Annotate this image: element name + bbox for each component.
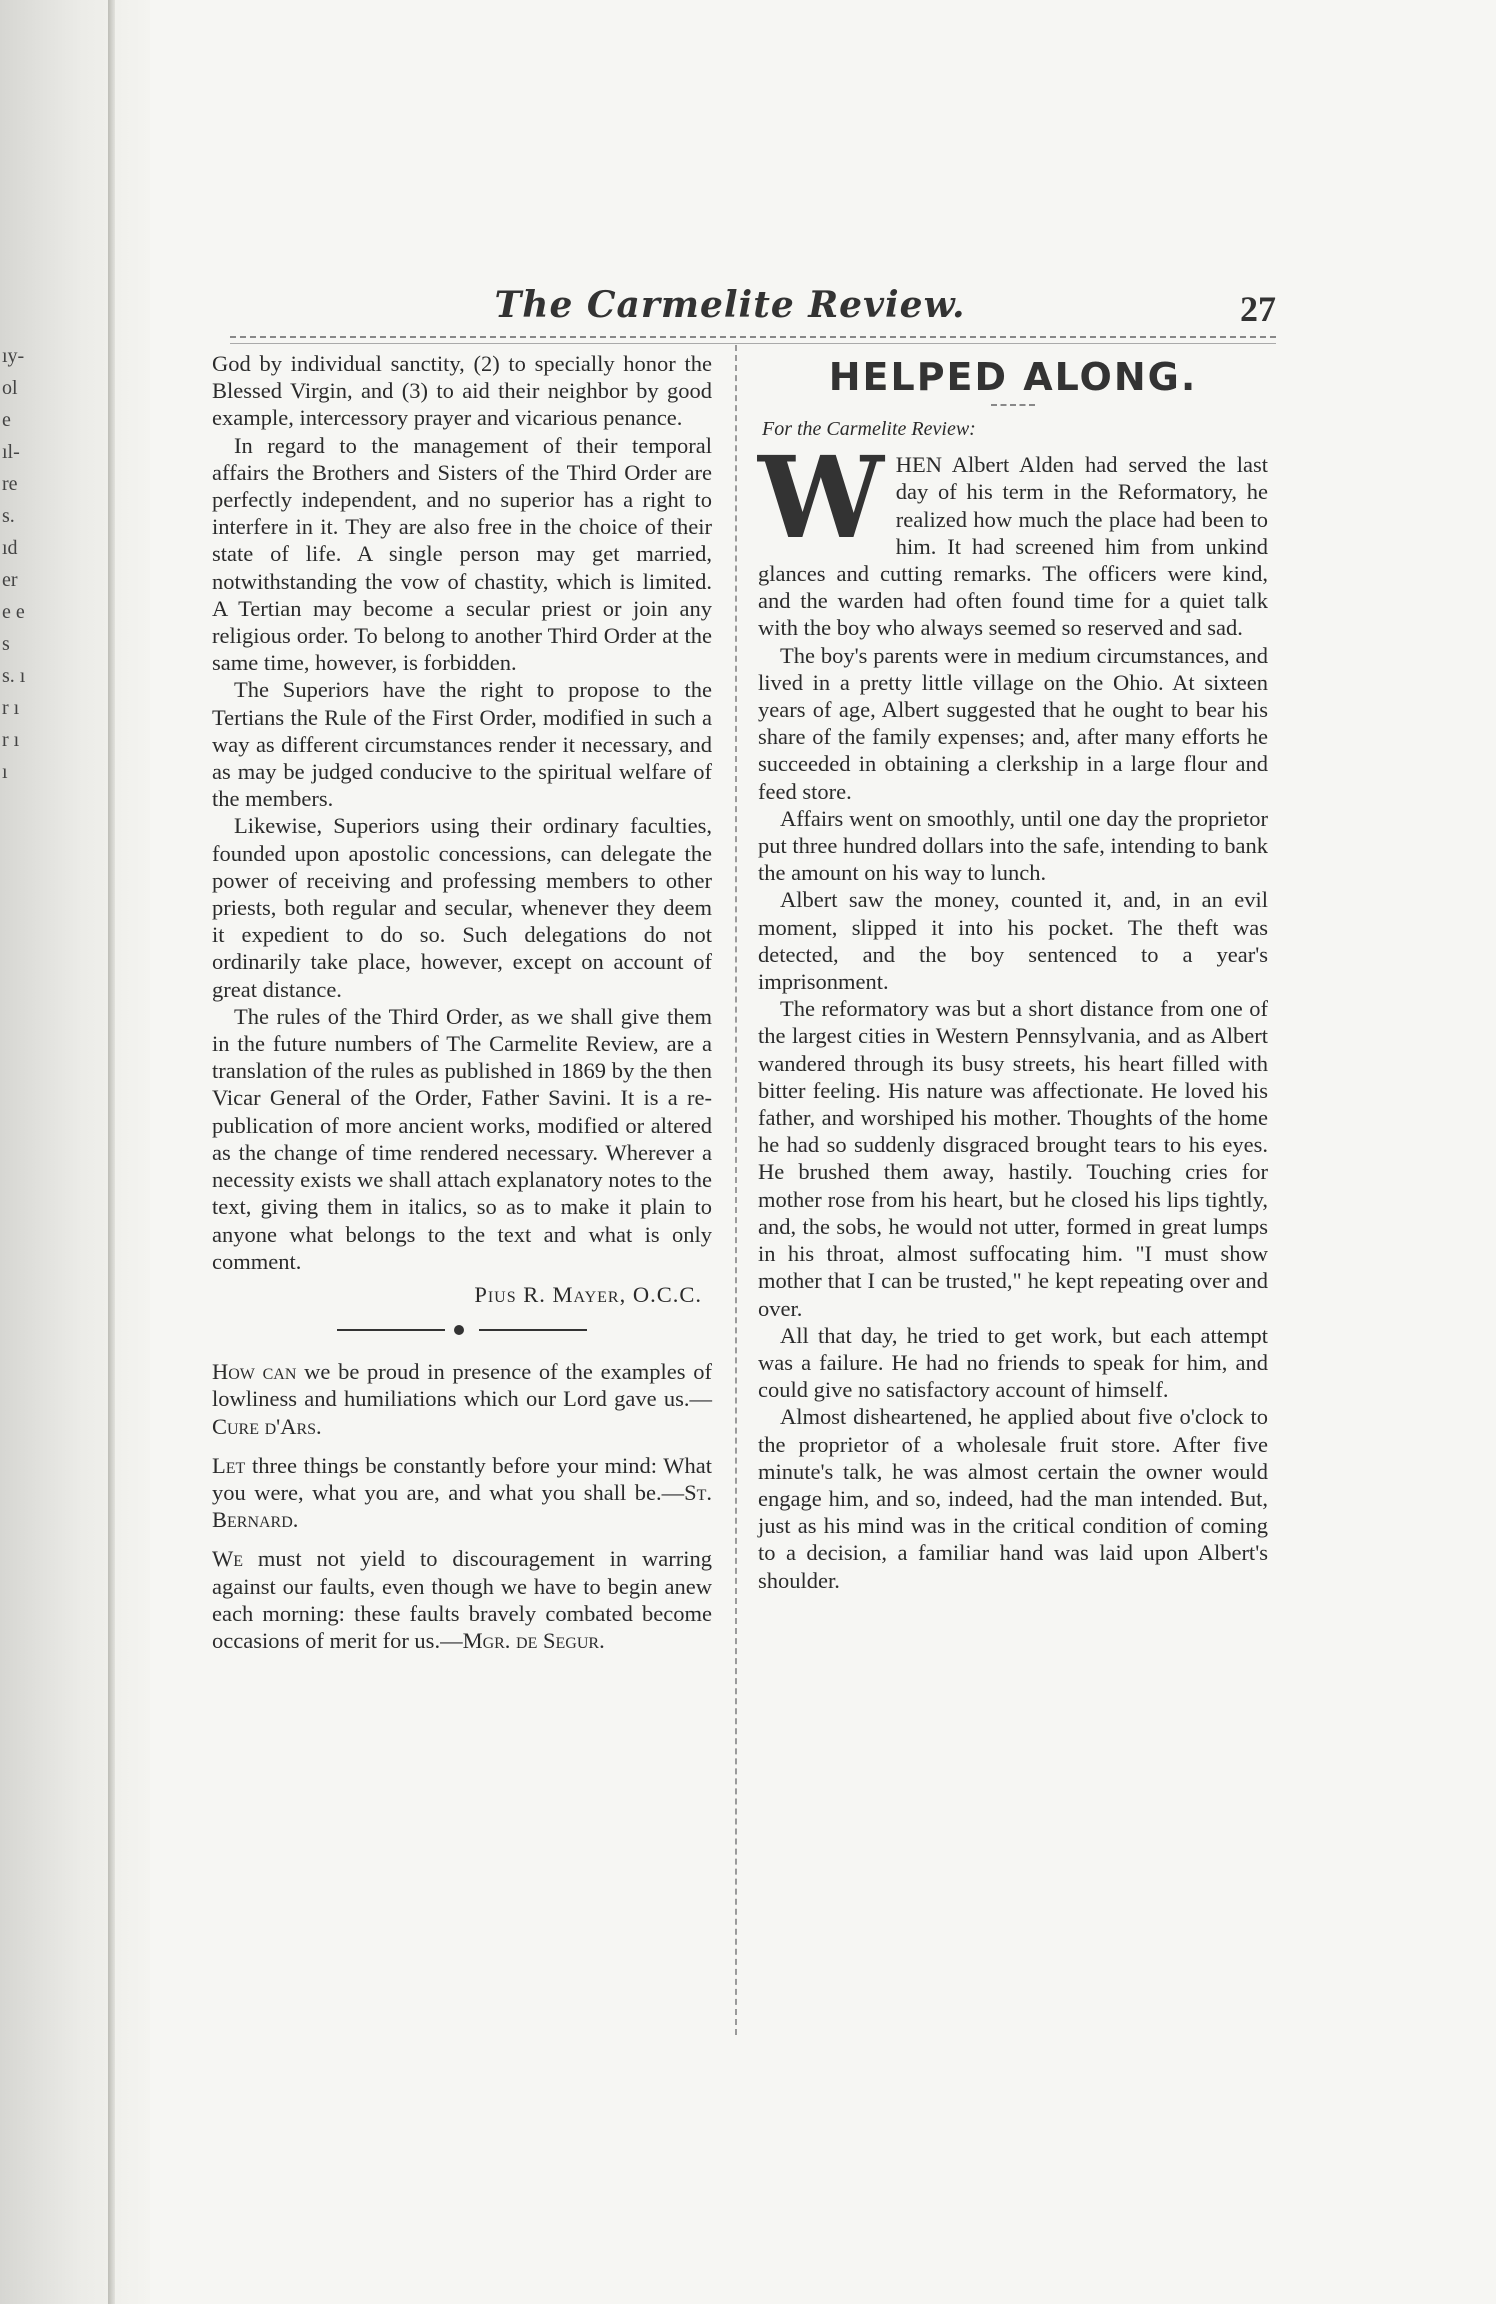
paragraph: Albert saw the money, counted it, and, in an evil moment, slipped it into his pocket. The theft was detected, and the boy sentenced to a year's imprisonment. [758,887,1268,995]
quote [212,1358,712,1440]
page-header [230,284,1276,330]
paragraph: Affairs went on smoothly, until one day the proprietor put three hundred dollars into the safe, intending to bank the amount on his way to lunch. [758,805,1268,886]
column-divider [735,345,737,2035]
byline: For the Carmelite Review: [762,418,976,440]
quote-attribution: St. Bernard. [212,1479,712,1533]
quote [212,1452,712,1534]
quote-attribution: Mgr. de Segur. [462,1627,605,1653]
title-rule [991,404,1035,406]
story-title: HELPED ALONG. [828,355,1198,399]
paragraph: Almost disheartened, he applied about five o'clock to the proprietor of a wholesale fruit store. After five minute's talk, he was almost certain the owner would engage him, and so, indeed, had the man intended. But, just as his mind was in the critical condition of coming to a decision, a familiar hand was laid upon Albert's shoulder. [758,1404,1268,1593]
header-rule-thin [230,343,1276,344]
paragraph: The reformatory was but a short distance from one of the largest cities in Western Pennsylvania, and as Albert wandered through its busy streets, his heart filled with bitter feeling. His nature was affectionate. He loved his father, and worshiped his mother. Thoughts of the home he had so suddenly disgraced brought tears to his eyes. He brushed them away, hastily. Touching cries for mother rose from his heart, but he closed his lips tightly, and, the sobs, he would not utter, formed in great lumps in his throat, almost suffocating him. "I must show mother that I can be trusted," he kept repeating over and over. [758,996,1268,1321]
author-signature: Pius R. Mayer, O.C.C. [474,1281,702,1307]
opening-text: HEN Albert Alden had served the last day of his term in the Reformatory, he realized how much the place had been to him. It had screened him from unkind glances and cutting remarks. The officers were kind, and the warden had often found time for a quiet talk with the boy who always seemed so reserved and sad. [758,452,1268,641]
adjacent-page-text: ıy- ole ıl- re s. ıd er e e s s. ı r ı r ı ı [2,345,26,783]
left-column [212,350,712,1654]
quote-text: must not yield to discouragement in warring against our faults, even though we have to begin anew each morning: these faults bravely combated become occasions of merit for us.— [212,1546,712,1653]
paragraph: The boy's parents were in medium circumstances, and lived in a pretty little village on the Ohio. At sixteen years of age, Albert suggested that he ought to bear his share of the family expenses; and, after many efforts he succeeded in obtaining a clerkship in a large flour and feed store. [758,642,1268,804]
page-gutter [108,0,115,2304]
paragraph: God by individual sanctity, (2) to specially honor the Blessed Virgin, and (3) to aid their neighbor by good example, intercessory prayer and vicarious penance. [212,351,712,431]
paragraph: The Superiors have the right to propose to the Tertians the Rule of the First Order, modified in such a way as different circumstances render it necessary, and as may be judged conducive to the spiritual welfare of the members. [212,677,712,812]
page-number: 27 [1240,289,1276,329]
quote-attribution: Cure d'Ars. [212,1413,322,1439]
quote-lead: We [212,1546,244,1572]
ornament-line [479,1329,587,1331]
paragraph: Likewise, Superiors using their ordinary faculties, founded upon apostolic concessions, can delegate the power of receiving and professing members to other priests, both regular and secular, whenever they deem it expedient to do so. Such delegations do not ordinarily take place, however, except on account of great distance. [212,813,712,1002]
header-rule [230,336,1276,338]
quote-lead: Let [212,1452,246,1478]
quote-text: we be proud in presence of the examples of lowliness and humiliations which our Lord gave us.— [212,1359,713,1412]
paragraph: All that day, he tried to get work, but each attempt was a failure. He had no friends to speak for him, and could give no satisfactory account of himself. [758,1322,1268,1403]
ornament-divider [337,1324,587,1336]
right-column [758,350,1268,1594]
ornament-dot [454,1325,464,1335]
opening-paragraph [758,433,1268,641]
drop-cap: W [758,433,884,565]
ornament-line [337,1329,445,1331]
paragraph: In regard to the management of their temporal affairs the Brothers and Sisters of the Third Order are perfectly independent, and no superior has a right to interfere in it. They are also free in the choice of their state of life. A single person may get married, notwithstanding the vow of chastity, which is limited. A Tertian may become a secular priest or join any religious order. To belong to another Third Order at the same time, however, is forbidden. [212,432,712,676]
paragraph: The rules of the Third Order, as we shall give them in the future numbers of The Carmelite Review, are a translation of the rules as published in 1869 by the then Vicar General of the Order, Father Savini. It is a re-publication of more ancient works, modified or altered as the change of time rendered necessary. Wherever a necessity exists we shall attach explanatory notes to the text, giving them in italics, so as to make it plain to anyone what belongs to the text and what is only comment. [212,1003,712,1274]
quote-lead: How can [212,1359,297,1385]
quote [212,1545,712,1654]
adjacent-page-edge [0,0,150,2304]
running-title: The Carmelite Review. [494,284,966,326]
quote-text: three things be constantly before your mind: What you were, what you are, and what you shall be.— [212,1452,712,1505]
